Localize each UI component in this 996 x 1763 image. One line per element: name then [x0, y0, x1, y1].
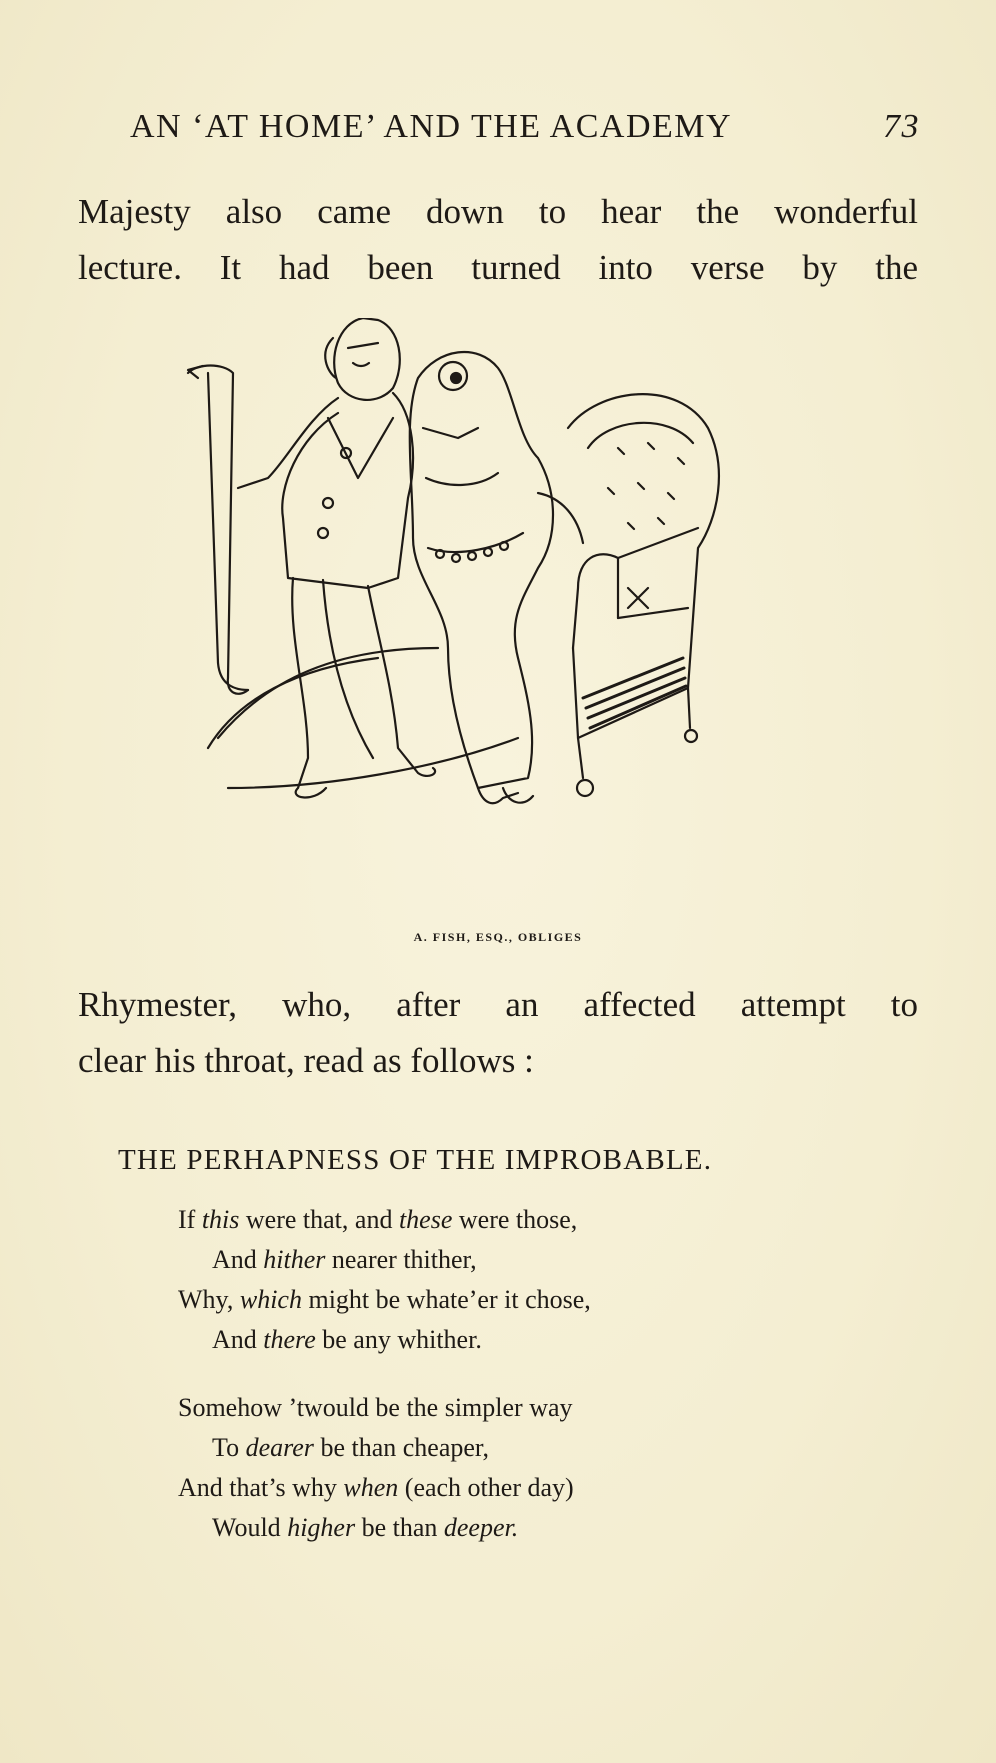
- illustration-fish-and-rhymester: [178, 318, 798, 918]
- poem: [178, 1200, 591, 1576]
- poem-title: THE PERHAPNESS OF THE IMPROBABLE.: [118, 1144, 713, 1176]
- stanza: [178, 1388, 591, 1548]
- poem-line: And hither nearer thither,: [212, 1245, 477, 1274]
- paragraph-bottom: [78, 977, 918, 1089]
- running-head: [130, 108, 920, 146]
- illustration-caption: A. FISH, ESQ., OBLIGES: [413, 930, 583, 944]
- poem-line: Why, which might be whate’er it chose,: [178, 1285, 591, 1314]
- poem-line: If this were that, and these were those,: [178, 1205, 578, 1234]
- text-line: Rhymester, who, after an affected attempt to: [78, 985, 918, 1024]
- page-number: 73: [883, 108, 920, 145]
- text-line: lecture. It had been turned into verse by the: [78, 248, 918, 287]
- paragraph-top: [78, 184, 918, 296]
- text-line-last: clear his throat, read as follows :: [78, 1041, 534, 1080]
- poem-line: To dearer be than cheaper,: [212, 1433, 490, 1462]
- poem-line: And that’s why when (each other day): [178, 1473, 574, 1502]
- stanza: [178, 1200, 591, 1360]
- poem-line: Somehow ’twould be the simpler way: [178, 1393, 573, 1422]
- poem-line: Would higher be than deeper.: [212, 1513, 519, 1542]
- running-head-title: AN ‘AT HOME’ AND THE ACADEMY: [130, 108, 733, 145]
- text-line: Majesty also came down to hear the wonderful: [78, 192, 918, 231]
- poem-line: And there be any whither.: [212, 1325, 482, 1354]
